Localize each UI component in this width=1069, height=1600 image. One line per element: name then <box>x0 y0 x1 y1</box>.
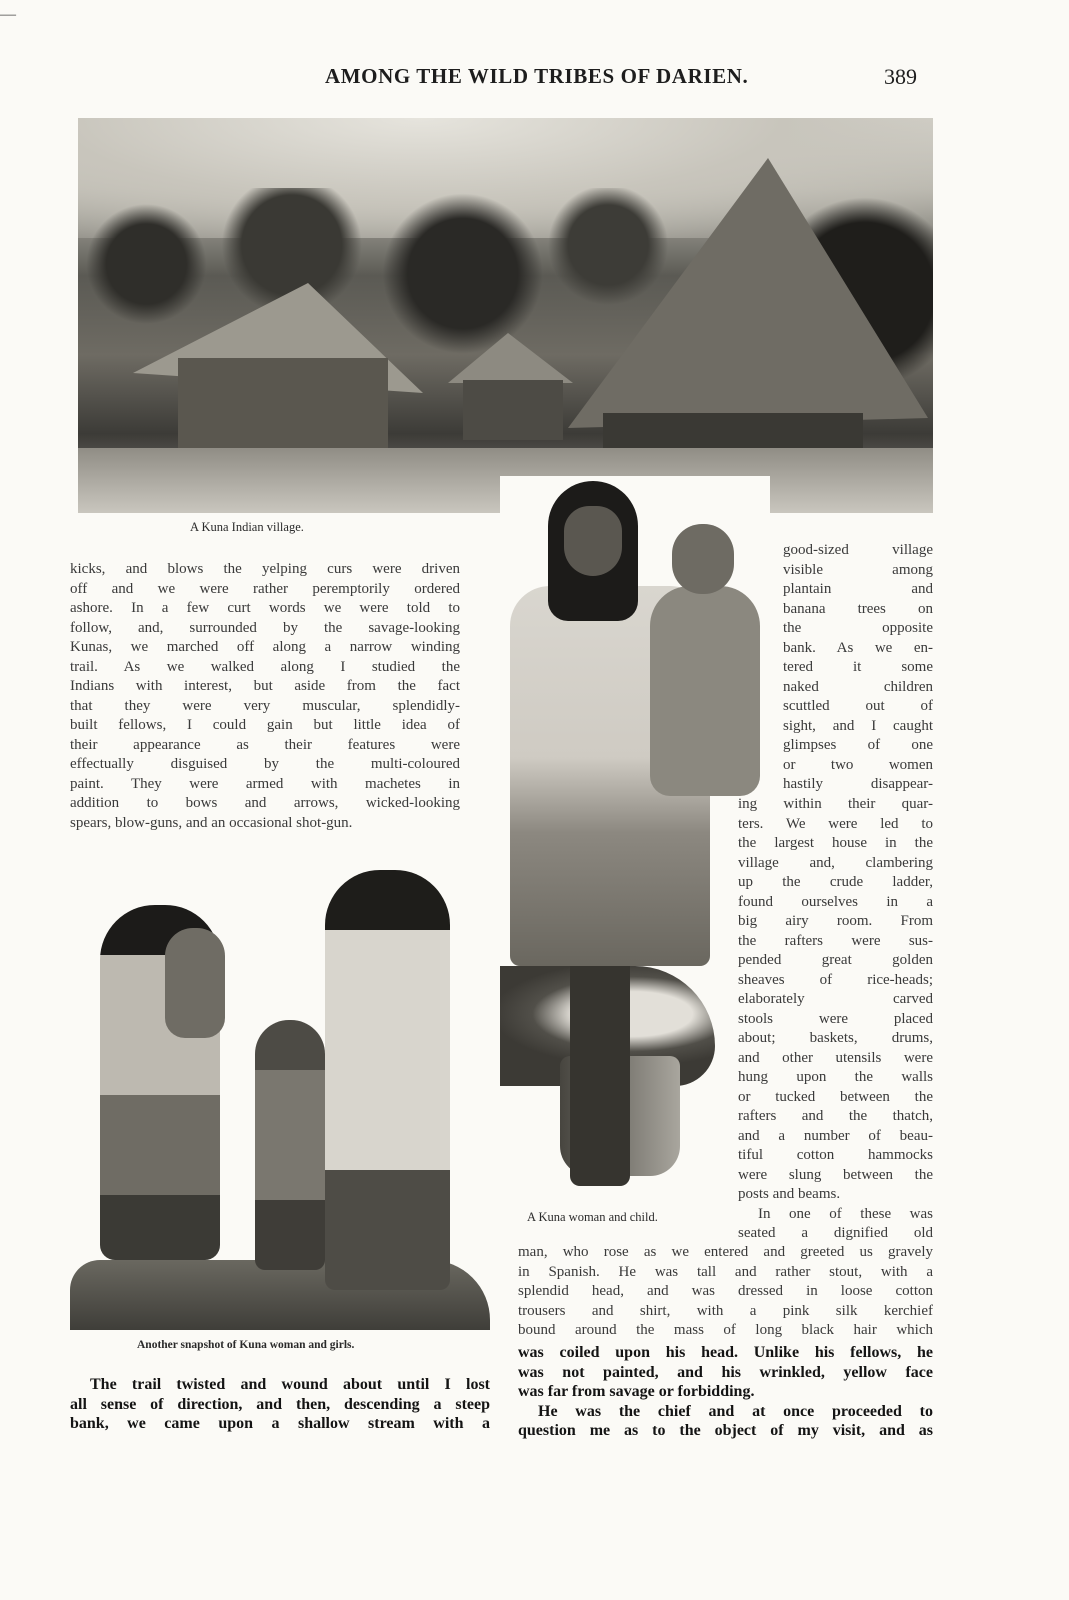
text-line: In one of these was <box>758 1205 933 1222</box>
text-line: village and, clambering <box>738 854 933 871</box>
margin-mark: — <box>0 6 16 23</box>
hut-middle-wall <box>463 380 563 440</box>
text-line: trousers and shirt, with a pink silk kerchief <box>518 1302 933 1319</box>
baby-figure <box>165 928 225 1038</box>
text-line: about; baskets, drums, <box>738 1030 933 1046</box>
text-line: in Spanish. He was tall and rather stout, with a <box>518 1263 933 1280</box>
woman-child-photo <box>500 476 770 1221</box>
text-line: pended great golden <box>738 952 933 968</box>
text-line: Kunas, we marched off along a narrow winding <box>70 639 460 655</box>
text-line: off and we were rather peremptorily ordered <box>70 580 460 597</box>
text-line: kicks, and blows the yelping curs were driven <box>70 561 460 577</box>
small-child <box>255 1020 325 1270</box>
text-line: tiful cotton hammocks <box>738 1147 933 1163</box>
text-line: was coiled upon his head. Unlike his fellows, he <box>518 1344 933 1361</box>
text-line: trail. As we walked along I studied the <box>70 658 460 675</box>
hut-right-roof <box>568 158 928 428</box>
village-caption: A Kuna Indian village. <box>190 520 304 534</box>
text-line: plantain and <box>783 581 933 597</box>
text-line: stools were placed <box>738 1010 933 1027</box>
text-line: splendid head, and was dressed in loose cotton <box>518 1283 933 1299</box>
text-line: question me as to the object of my visit, and as <box>518 1422 933 1440</box>
text-line: The trail twisted and wound about until I lost <box>90 1376 490 1393</box>
text-line: and a number of beau- <box>738 1127 933 1144</box>
text-line: visible among <box>783 561 933 578</box>
text-line: tered it some <box>783 659 933 675</box>
text-line: scuttled out of <box>783 698 933 714</box>
text-line: paint. They were armed with machetes in <box>70 775 460 792</box>
group-photo <box>70 860 490 1330</box>
left-paragraph-bottom <box>70 1375 490 1434</box>
text-line: bank, we came upon a shallow stream with a <box>70 1415 490 1433</box>
text-line: the opposite <box>783 620 933 636</box>
text-line: Indians with interest, but aside from the fact <box>70 678 460 694</box>
right-paragraph-bold <box>518 1343 933 1441</box>
hut-left-wall <box>178 358 388 458</box>
child-head <box>672 524 734 594</box>
text-line: good-sized village <box>783 542 933 558</box>
text-line: big airy room. From <box>738 913 933 929</box>
text-line: bound around the mass of long black hair which <box>518 1322 933 1338</box>
right-paragraph-narrow <box>783 541 933 795</box>
text-line: or two women <box>783 756 933 773</box>
text-line: found ourselves in a <box>738 893 933 910</box>
group-caption: Another snapshot of Kuna woman and girls. <box>137 1339 355 1351</box>
text-line: spears, blow-guns, and an occasional shot-gun. <box>70 814 353 831</box>
text-line: their appearance as their features were <box>70 736 460 753</box>
text-line: effectually disguised by the multi-coloured <box>70 756 460 772</box>
text-line: seated a dignified old <box>738 1225 933 1241</box>
text-line: the largest house in the <box>738 835 933 851</box>
text-line: and other utensils were <box>738 1049 933 1066</box>
woman-caption: A Kuna woman and child. <box>527 1210 658 1224</box>
running-header: AMONG THE WILD TRIBES OF DARIEN. <box>325 64 749 88</box>
text-line: or tucked between the <box>738 1088 933 1105</box>
text-line: man, who rose as we entered and greeted us gravely <box>518 1244 933 1260</box>
text-line: sheaves of rice-heads; <box>738 971 933 988</box>
text-line: elaborately carved <box>738 991 933 1007</box>
text-line: that they were very muscular, splendidly- <box>70 697 460 714</box>
text-line: addition to bows and arrows, wicked-looking <box>70 795 460 811</box>
text-line: posts and beams. <box>738 1186 841 1202</box>
village-photo <box>78 118 933 513</box>
text-line: sight, and I caught <box>783 717 933 734</box>
text-line: was far from savage or forbidding. <box>518 1383 755 1401</box>
text-line: rafters and the thatch, <box>738 1108 933 1124</box>
text-line: were slung between the <box>738 1166 933 1183</box>
child-body <box>650 586 760 796</box>
left-paragraph-top <box>70 560 460 833</box>
right-paragraph-middle <box>738 795 933 1244</box>
right-paragraph-wide <box>518 1243 933 1341</box>
text-line: ashore. In a few curt words we were told to <box>70 600 460 616</box>
text-line: ters. We were led to <box>738 815 933 832</box>
hut-middle-roof <box>448 333 573 383</box>
standing-woman <box>325 870 450 1290</box>
text-line: hastily disappear- <box>783 776 933 792</box>
page-number: 389 <box>884 64 917 89</box>
text-line: the rafters were sus- <box>738 932 933 949</box>
text-line: glimpses of one <box>783 737 933 753</box>
text-line: follow, and, surrounded by the savage-looking <box>70 619 460 636</box>
text-line: naked children <box>783 678 933 695</box>
text-line: built fellows, I could gain but little idea of <box>70 717 460 733</box>
text-line: was not painted, and his wrinkled, yellow face <box>518 1363 933 1381</box>
woman-legs <box>570 956 630 1186</box>
text-line: bank. As we en- <box>783 639 933 656</box>
text-line: hung upon the walls <box>738 1069 933 1085</box>
woman-face <box>564 506 622 576</box>
text-line: banana trees on <box>783 600 933 617</box>
text-line: ing within their quar- <box>738 796 933 812</box>
text-line: He was the chief and at once proceeded to <box>538 1402 933 1420</box>
text-line: up the crude ladder, <box>738 874 933 890</box>
text-line: all sense of direction, and then, descending a steep <box>70 1395 490 1413</box>
